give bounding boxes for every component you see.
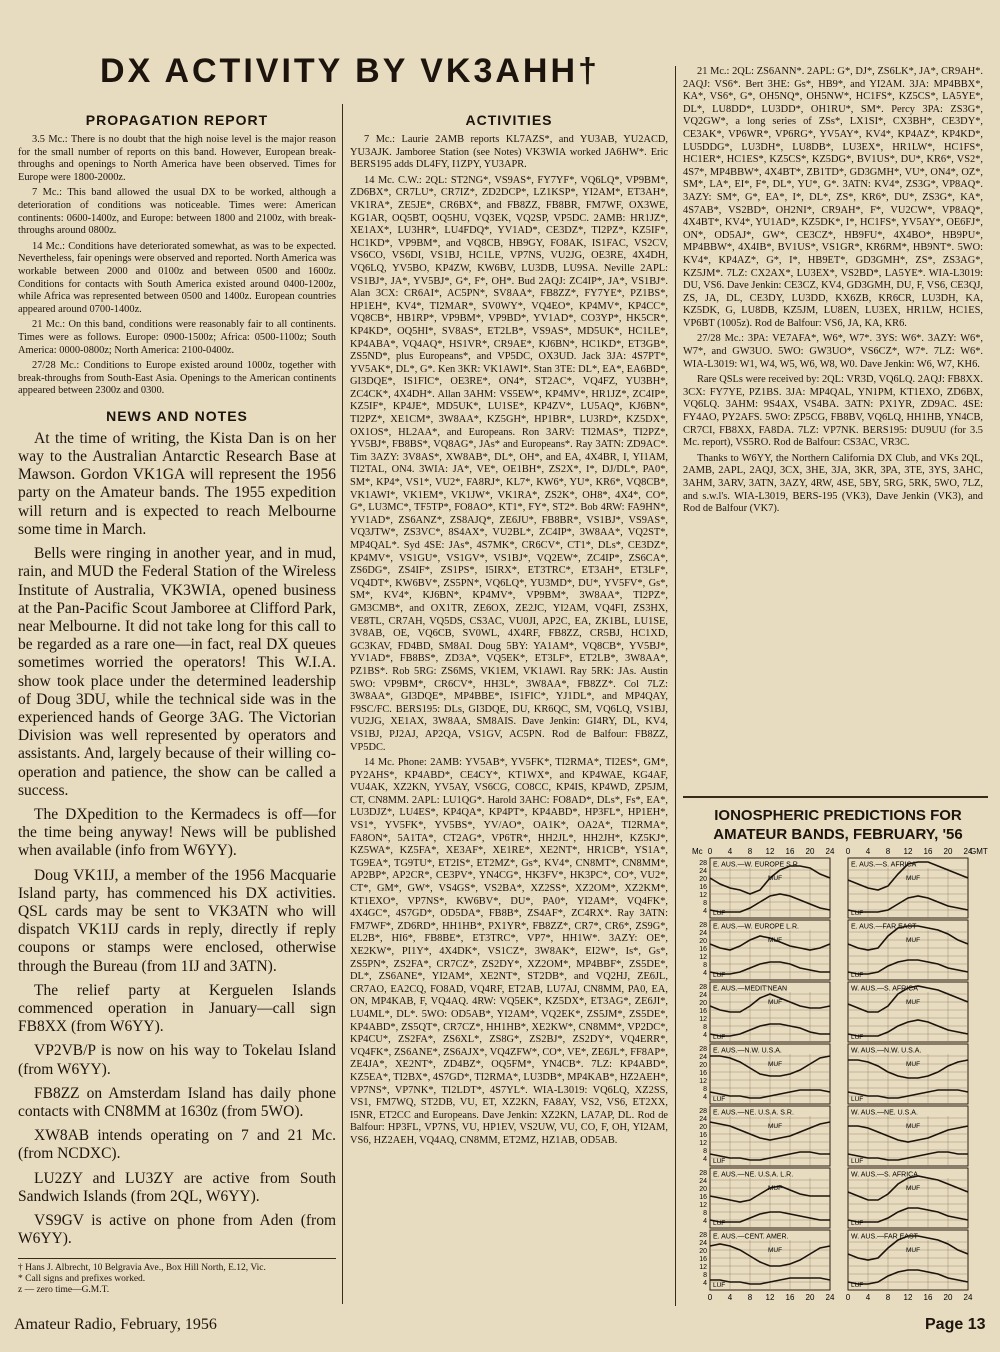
y-tick-label: 8 <box>703 1272 707 1279</box>
muf-label: MUF <box>768 1185 783 1192</box>
panel-label: E. AUS.—CENT. AMER. <box>713 1233 789 1241</box>
y-tick-label: 8 <box>703 1086 707 1093</box>
activities-paragraph: 14 Mc. Phone: 2AMB: YV5AB*, YV5FK*, TI2RMA*, TI2ES*, GM*, PY2AHS*, KP4ABD*, CE4CY*, KT1WX*, and KP4WAE, KG4AF, VU4AK, XZ2KN, YV5AY, VS6CG, CO8CC, KP4IS, KP4WD, ZP5JM, CT, CN8MM. 2APL: LU1QG*. Harold 3AHC: FO8AD*, DLs*, Fs*, EA*, LU3DJZ*, LU4ES*, KP4QA*, KP4PT*, KP4ABD*, HP3FL*, HP1EH*, VS1*, YV5FK*, YV5BS*, YV/AO*, OA1K*, OA2A*, TI2RMA*, FA8ON*, 5A1TA*, CT2AG*, VP6TR*, HH2JL*, HH2JH*, KZ5KJ*, KZ5WA*, KZ5FA*, XE3AF*, XE1RE*, XE2NT*, HR1CB*, YS1A*, TG9EA*, TG9TU*, ET2IS*, ET2MZ*, Gs*, KV4*, CN8MT*, CN8MM*, AP2BP*, AP2CR*, CE3PV*, YN4CG*, HK3FV*, HK3PC*, CO*, VU2*, CT*, GM*, GW*, VS4GS*, VS2BA*, XZ2SS*, XZ2OM*, XZ2KM*, KT1EXO*, VP7NS*, KW6BV*, DU*, PA0*, YI2AM*, VQ4FK*, 4X4GC*, 4S7GD*, OD5DA*, FB8B*, ZS4AF*, ZC4RX*. Ray 3ATN: FM7WF*, ZD6RD*, HH1HB*, PX1YR*, FB8ZZ*, CR7*, CR6*, ZS9G*, EL2B*, HI6*, FB8BE*, ET3TRC*, VP7*, HH1W*. 3AZY: OE*, XE2KW*, PI1Y*, 4X4DK*, VS1CZ*, 3W8AK*, EI2W*, Is*, Gs*, ZS5PN*, ZS2FA*, CR7CZ*, ZS2DY*, XZ2OM*, MP4BBF*, ZS5DE*, DL*, ZS6ANE*, YI2AM*, XE2NT*, ST2DB*, and VQ2HJ, ZE6JL, CR7AO, EA2CQ, FO8AD, VQ4RF, ET2AB, LU7AJ, CN8MM, PA0, EA, ON, MP4KAB, F, VQ4AQ. 4RW: VQ5EK*, KZ5DX*, ET3AG*, ZE6JI*, LU4ML*, DL*. 5WO: OD5AB*, YI2AM*, VQ2EK*, ZS5JM*, ZS5DE*, KP4ABD*, ZS5QT*, CR7CZ*, HH1HB*, XE2KW*, CN8MM*, VP2DC*, KP4CU*, ZS2FA*, ZS6XL*, ZS8G*, ZS2BJ*, ZS2DY*, VQ4ERR*, VQ4FK*, ZS6ANE*, ZS6AJX*, VQ4ZFW*, CO*, VE*, ZE6JL*, FF8AP*, ZE4JA*, XE2NT*, ZD4BZ*, OQ5FM*, YN4CB*. 7LZ: KP4ABD*, KZ5EA*, TI2BX*, 4S7GD*, TI2RMA*, LU3DB*, MP4KAB*, HZ2AEH*, VP7NS*, VP7NK*, TI2LDT*, 4S7YL*. WIA-L3019: VQ6LQ, XZ2SS, VS1, FM7WQ, ST2DB, VU, ET, XZ2KN, FA8AY, VS2, VS6, ET2XX, I5NR, ET2CC and Europeans. Dave Jenkin: XZ2KN, LA7AP, DL. Rod de Balfour: HP3FL, VP7NS, VU, HP1EV, VS2UW, VU, CO, F, OH, YI2AM, VS6, HZ2AEH, VQ4AQ, CN8MM, ET2MZ, HZ1AB, OD5AB. <box>350 757 668 1146</box>
news-and-notes <box>18 430 336 1249</box>
panel-label: E. AUS.—W. EUROPE S.R. <box>713 861 800 869</box>
luf-label: LUF <box>851 972 864 979</box>
x-tick-label: 0 <box>707 847 713 856</box>
activities-paragraph: Rare QSLs were received by: 2QL: VR3D, VQ6LQ. 2AQJ: FB8XX. 3CX: FY7YE, PZ1BS. 3JA: MP4QAL, YN1PM, KT1EXO, ZD6BX, VQ6LQ. 3AHM: 9S4AX, VS4BA. 3ATN: PX1YR, ZD9AC. 4SE: FY4AO, PY2AFS. 5WO: ZP5CG, FB8BV, VQ6LQ, HH1HB, YN4CB, CR7CI, FB8XX, FA8DA. 7LZ: VP7NK. BERS195: DU9UU (for 3.5 Mc. report), VS5RO. Rod de Balfour: CS3AC, VR3C. <box>683 374 983 449</box>
panel-label: E. AUS.—FAR EAST <box>851 923 917 931</box>
panel-label: E. AUS.—N.W. U.S.A. <box>713 1047 782 1055</box>
panel-label: E. AUS.—MEDIT'NEAN <box>713 985 788 993</box>
y-tick-label: 24 <box>699 868 707 875</box>
muf-label: MUF <box>768 1247 783 1254</box>
muf-label: MUF <box>906 937 921 944</box>
y-tick-label: 12 <box>699 1140 707 1147</box>
panel-label: W. AUS.—NE. U.S.A. <box>851 1109 918 1117</box>
muf-label: MUF <box>768 999 783 1006</box>
news-paragraph: The DXpedition to the Kermadecs is off—for the time being anyway! News will be published when available (info from W6YY). <box>18 805 336 860</box>
y-tick-label: 12 <box>699 1078 707 1085</box>
propagation-paragraph: 14 Mc.: Conditions have deteriorated somewhat, as was to be expected. Nevertheless, fair openings were observed and reported. North America was workable between 2000 and 0100z and between 0500 and 1600z. Conditions for contacts with South America existed around 0400-1200z, while Africa was represented between 0500 and 1400z. European countries appeared around 0700-1400z. <box>18 240 336 315</box>
muf-label: MUF <box>768 937 783 944</box>
y-tick-label: 28 <box>699 1232 707 1239</box>
y-tick-label: 12 <box>699 1016 707 1023</box>
footer-publication: Amateur Radio, February, 1956 <box>14 1316 217 1333</box>
y-tick-label: 24 <box>699 930 707 937</box>
mc-label: Mc <box>692 847 703 856</box>
luf-label: LUF <box>713 1220 726 1227</box>
news-paragraph: VS9GV is active on phone from Aden (from W6YY). <box>18 1212 336 1248</box>
x-tick-label: 20 <box>943 1293 953 1302</box>
x-tick-label: 12 <box>903 1293 913 1302</box>
y-tick-label: 8 <box>703 1148 707 1155</box>
y-tick-label: 28 <box>699 1046 707 1053</box>
luf-label: LUF <box>851 1158 864 1165</box>
news-heading: NEWS AND NOTES <box>106 407 248 424</box>
activities-text-continued <box>683 66 983 516</box>
gmt-label: GMT <box>970 847 988 856</box>
chart-top-rule <box>683 796 988 798</box>
x-tick-label: 12 <box>765 847 775 856</box>
footnotes <box>18 1258 336 1296</box>
news-paragraph: Bells were ringing in another year, and in mud, rain, and MUD the Federal Station of the Wireless Institute of Australia, VK3WIA, opened business at the Pan-Pacific Scout Jamboree at Clifford Park, near Melbourne. It did not take long for this call to be regarded as a rare one—in fact, real DX queues sometimes worried the operators! This W.I.A. show took place under the determined leadership of Doug 3DU, while the technical side was in the experienced hands of George 3AG. The Victorian Division was well represented by operators and assistants. And, largely because of their willing co-operation and patience, the show can be called a success. <box>18 545 336 799</box>
right-column <box>683 66 983 791</box>
muf-label: MUF <box>768 1061 783 1068</box>
activities-paragraph: Thanks to W6YY, the Northern California DX Club, and VKs 2QL, 2AMB, 2APL, 2AQJ, 3CX, 3HE, 3JA, 3KR, 3PA, 3TE, 3YS, 3AHC, 3AHM, 3ARV, 3ATN, 3AZY, 4RW, 4SE, 5BY, 5RG, 5RK, 5WO, 7LZ, and s.w.l's. WIA-L3019, BERS-195 (VK3), Dave Jenkin (VK3), and Rod de Balfour (VK7). <box>683 452 983 515</box>
y-tick-label: 8 <box>703 1210 707 1217</box>
y-tick-label: 24 <box>699 1240 707 1247</box>
footnote: * Call signs and prefixes worked. <box>18 1274 146 1285</box>
y-tick-label: 20 <box>699 1248 707 1255</box>
y-tick-label: 28 <box>699 860 707 867</box>
y-tick-label: 12 <box>699 1264 707 1271</box>
x-tick-label: 16 <box>923 1293 933 1302</box>
y-tick-label: 20 <box>699 938 707 945</box>
news-paragraph: At the time of writing, the Kista Dan is on her way to the Australian Antarctic Research Base at Mawson. Gordon VK1GA will represent the 1956 party on the Amateur bands. The 1955 expedition will return and is expected to reach Melbourne some time in March. <box>18 429 336 538</box>
propagation-heading: PROPAGATION REPORT <box>85 112 269 128</box>
muf-label: MUF <box>768 875 783 882</box>
x-tick-label: 4 <box>727 847 733 856</box>
y-tick-label: 20 <box>699 1186 707 1193</box>
panel-label: W. AUS.—N.W. U.S.A. <box>851 1047 922 1055</box>
activities-text <box>350 134 668 1148</box>
y-tick-label: 8 <box>703 1024 707 1031</box>
panel-label: W. AUS.—S. AFRICA <box>851 1171 918 1179</box>
activities-paragraph: 21 Mc.: 2QL: ZS6ANN*. 2APL: G*, DJ*, ZS6LK*, JA*, CR9AH*. 2AQJ: VS6*. Bert 3HE: Gs*, HB9*, and YI2AM. 3JA: MP4BBX*, KA*, VS6*, G*, OH5NQ*, OH5NW*, HC1FS*, KZ5CS*, LA5YE*, DL*, LU8DD*, LU3DD*, OH1RU*, SM*. Percy 3PA: ZS3G*, VQ2GW*, a long series of ZSs*, LX1SI*, CX3BH*, CE3DY*, CE3AK*, VP6WR*, VP6RG*, YV5AY*, KV4*, KP4AZ*, KP4KD*, LU5DDG*, LU3DH*, LU8DB*, LU3EX*, HR1LW*, HC1FS*, HC1ER*, HC1ES*, KZ5CS*, KZ5DG*, BV1US*, DU*, KR6*, VS2*, 4S7*, MP4BBW*, 4X4BT*, ZB1TD*, GD3GMH*, VU*, ON4*, OZ*, SM*, LA*, EI*, F*, DL*, YU*, G*. 3ATN: KV4*, ZS3G*, VP8AQ*. 3AZY: SM*, G*, EA*, I*, DL*, ZS*, KR6*, DU*, ZS3G*, KA*, 4S7AB*, VS2BD*, OH2NI*, CR9AH*, F*, VU2CW*, VP8AQ*, 4X4BT*, KV4*, YU1AD*, KZ5DK*, I*, HC1FS*, YV5AY*, OE6FJ*, ON*, OD5AJ*, GW*, CE3CZ*, HB9FU*, 4X4BO*, HB9PU*, MP4BBW*, 4X4IB*, BV1US*, VS1GR*, KR6RM*, HB9NT*. 5WO: KV4*, KP4AZ*, G*, I*, HB9ET*, GD3GMH*, ZS*, ZS3AG*, KZ5JM*. 7LZ: CX2AX*, LU3EX*, VS2BD*, LA5YE*. WIA-L3019: DU, VS6. Dave Jenkin: CE3CZ, KV4, GD3GMH, DU, F, VS6, CE3QJ, ZS, JA, DL, CE3DY, LU3DD, KX6ZB, KR6CR, LU3DH, KA, KZ5DK, G, LU8DB, KZ5JM, LU8EN, LU3EX, HR1LW, HC1ES, VP6BT (1005z). Rod de Balfour: VS6, JA, KA, KR6. <box>683 66 983 329</box>
y-tick-label: 16 <box>699 1070 707 1077</box>
y-tick-label: 28 <box>699 922 707 929</box>
y-tick-label: 16 <box>699 884 707 891</box>
panel-label: E. AUS.—W. EUROPE L.R. <box>713 923 799 931</box>
panel-label: E. AUS.—NE. U.S.A. S.R. <box>713 1109 794 1117</box>
x-tick-label: 8 <box>885 847 891 856</box>
luf-label: LUF <box>851 1220 864 1227</box>
luf-label: LUF <box>713 1282 726 1289</box>
y-tick-label: 20 <box>699 1000 707 1007</box>
propagation-paragraph: 21 Mc.: On this band, conditions were reasonably fair to all continents. Times were as follows. Europe: 0900-1500z; Africa: 0500-1100z; South America: 0000-0800z; North America: 2100-0400z. <box>18 319 336 356</box>
news-paragraph: FB8ZZ on Amsterdam Island has daily phone contacts with CN8MM at 1630z (from 5WO). <box>18 1084 336 1120</box>
propagation-paragraph: 3.5 Mc.: There is no doubt that the high noise level is the major reason for the small number of reports on this band. However, European break-throughs and openings to North America have been observed. Times for Europe were 1800-2000z. <box>18 134 336 183</box>
x-tick-label: 24 <box>963 847 973 856</box>
x-tick-label: 20 <box>943 847 953 856</box>
x-tick-label: 0 <box>707 1293 713 1302</box>
x-tick-label: 0 <box>845 847 851 856</box>
y-tick-label: 8 <box>703 900 707 907</box>
x-tick-label: 16 <box>785 847 795 856</box>
chart-title <box>688 806 988 844</box>
luf-label: LUF <box>713 1158 726 1165</box>
column-divider-2 <box>675 66 676 1306</box>
activities-heading: ACTIVITIES <box>465 112 553 128</box>
y-tick-label: 16 <box>699 1194 707 1201</box>
x-tick-label: 16 <box>785 1293 795 1302</box>
propagation-paragraph: 27/28 Mc.: Conditions to Europe existed around 1000z, together with break-throughs from South-East Asia. Openings to the American continents appeared between 2300z and 0300. <box>18 360 336 397</box>
y-tick-label: 24 <box>699 1116 707 1123</box>
muf-label: MUF <box>906 999 921 1006</box>
activities-paragraph: 7 Mc.: Laurie 2AMB reports KL7AZS*, and YU3AB, YU2ACD, YU3AJK. Jamboree Station (see Notes) VK3WIA worked JA6HW*. Eric BERS195 adds DL4FY, I1ZPY, YU3APR. <box>350 134 668 171</box>
x-tick-label: 24 <box>963 1293 973 1302</box>
x-tick-label: 8 <box>747 847 753 856</box>
propagation-paragraph: 7 Mc.: This band allowed the usual DX to be worked, although a deterioration of conditions was noticeable. Times were: American continents: 0600-1400z, and Europe: between 1800 and 2100z, with break-throughs around 0800z. <box>18 187 336 237</box>
x-tick-label: 4 <box>727 1293 733 1302</box>
x-tick-label: 12 <box>765 1293 775 1302</box>
muf-label: MUF <box>906 1123 921 1130</box>
luf-label: LUF <box>851 910 864 917</box>
activities-paragraph: 27/28 Mc.: 3PA: VE7AFA*, W6*, W7*. 3YS: W6*. 3AZY: W6*, W7*, and GW3UO. 5WO: GW3UO*, VS6CZ*, W7*. 7LZ: W6*. WIA-L3019: W1, W4, W5, W6, W8, W0. Dave Jenkin: W6, W7, KH6. <box>683 333 983 370</box>
luf-label: LUF <box>851 1034 864 1041</box>
luf-label: LUF <box>713 1096 726 1103</box>
x-tick-label: 12 <box>903 847 913 856</box>
luf-label: LUF <box>713 910 726 917</box>
y-tick-label: 4 <box>703 970 707 977</box>
muf-label: MUF <box>906 1247 921 1254</box>
column-divider-1 <box>342 104 343 1304</box>
y-tick-label: 12 <box>699 954 707 961</box>
y-tick-label: 4 <box>703 1032 707 1039</box>
y-tick-label: 24 <box>699 992 707 999</box>
ionospheric-predictions-chart <box>688 844 988 1304</box>
muf-label: MUF <box>906 875 921 882</box>
y-tick-label: 24 <box>699 1178 707 1185</box>
chart-title-line-2: AMATEUR BANDS, FEBRUARY, '56 <box>713 826 963 843</box>
luf-label: LUF <box>713 1034 726 1041</box>
news-paragraph: Doug VK1IJ, a member of the 1956 Macquarie Island party, has commenced his DX activities. QSL cards may be sent to VK3ATN who will dispatch VK1IJ cards in reply, directly if reply coupons or stamps were enclosed, otherwise through the Bureau (from 1IJ and 3ATN). <box>18 866 336 975</box>
y-tick-label: 16 <box>699 946 707 953</box>
y-tick-label: 20 <box>699 1062 707 1069</box>
x-tick-label: 20 <box>805 847 815 856</box>
x-tick-label: 24 <box>825 847 835 856</box>
y-tick-label: 28 <box>699 1108 707 1115</box>
y-tick-label: 28 <box>699 984 707 991</box>
y-tick-label: 12 <box>699 892 707 899</box>
y-tick-label: 12 <box>699 1202 707 1209</box>
middle-column <box>350 108 668 1308</box>
y-tick-label: 28 <box>699 1170 707 1177</box>
footer-page-number: Page 13 <box>925 1316 986 1333</box>
x-tick-label: 0 <box>845 1293 851 1302</box>
panel-label: W. AUS.—FAR EAST <box>851 1233 918 1241</box>
footnote: † Hans J. Albrecht, 10 Belgravia Ave., Box Hill North, E.12, Vic. <box>18 1263 266 1274</box>
y-tick-label: 16 <box>699 1132 707 1139</box>
footnote: z — zero time—G.M.T. <box>18 1285 110 1296</box>
news-paragraph: VP2VB/P is now on his way to Tokelau Island (from W6YY). <box>18 1042 336 1078</box>
luf-label: LUF <box>851 1282 864 1289</box>
propagation-report <box>18 134 336 398</box>
y-tick-label: 16 <box>699 1008 707 1015</box>
left-column <box>18 108 336 1308</box>
x-tick-label: 4 <box>865 1293 871 1302</box>
panel-label: E. AUS.—S. AFRICA <box>851 861 917 869</box>
x-tick-label: 20 <box>805 1293 815 1302</box>
y-tick-label: 4 <box>703 1094 707 1101</box>
panel-label: E. AUS.—NE. U.S.A. L.R. <box>713 1171 794 1179</box>
news-paragraph: LU2ZY and LU3ZY are active from South Sandwich Islands (from 2QL, W6YY). <box>18 1169 336 1205</box>
luf-label: LUF <box>713 972 726 979</box>
y-tick-label: 4 <box>703 1280 707 1287</box>
chart-title-line-1: IONOSPHERIC PREDICTIONS FOR <box>714 807 962 824</box>
muf-label: MUF <box>906 1061 921 1068</box>
page-title: DX ACTIVITY BY VK3AHH† <box>100 52 600 90</box>
y-tick-label: 20 <box>699 1124 707 1131</box>
y-tick-label: 4 <box>703 1218 707 1225</box>
y-tick-label: 4 <box>703 908 707 915</box>
x-tick-label: 8 <box>747 1293 753 1302</box>
x-tick-label: 8 <box>885 1293 891 1302</box>
y-tick-label: 16 <box>699 1256 707 1263</box>
panel-label: W. AUS.—S. AFRICA <box>851 985 918 993</box>
x-tick-label: 16 <box>923 847 933 856</box>
x-tick-label: 24 <box>825 1293 835 1302</box>
y-tick-label: 4 <box>703 1156 707 1163</box>
activities-paragraph: 14 Mc. C.W.: 2QL: ST2NG*, VS9AS*, FY7YF*, VQ6LQ*, VP9BM*, ZD6BX*, CR7LU*, CR7IZ*, ZD2DCP*, LZ1KSP*, YI2AM*, ET3AH*, VK1RA*, ZE5JE*, CR6BX*, and FB8ZZ, FB8BR, FM7WF, OX3WE, KG1AR, OQ5BT, OQ5HU, VQ3EK, VQ2SP, VP5DC. 2AMB: HR1JZ*, XE1AX*, LU3HR*, LU4FDQ*, YV1AD*, CE3DZ*, TI2PZ*, KZ5IF*, HC1KD*, VP9BM*, and VQ8CB, HB9GY, FO8AK, IS1FAC, VS2CV, VS6CO, VS6DI, VS1BJ, HC1LE, VP7NS, VU2JG, OE3RE, 4X4DH, VQ6LQ, YV5BO, KP4ZW, KW6BV, LU3DB, LU9SA. Neville 2APL: VS1BJ*, JA*, YV5BJ*, G*, F*, OH*. Bud 2AQJ: ZC4IP*, JA*, VS1BJ*. Alan 3CX: CR6AI*, AC5PN*, SV8AA*, FB8ZZ*, FY7YE*, PZ1BS*, HP1EH*, KV4*, TI2MAR*, SV0WY*, VQ4EO*, KP4MV*, KP4CC*, VQ8CB*, HB1RP*, VP9BM*, VP9BD*, YV1AD*, CO3YP*, HK5CR*, KP4KD*, OQ5HI*, SV8AS*, ET2LB*, VS9AS*, MD5UK*, HC1LE*, KP4ABA*, VQ4AQ*, HS1VR*, CR9AE*, KJ6BN*, HC1KD*, ET3GB*, ZS5ND*, plus Europeans*, and VP5DC, OX3UD. Jack 3JA: 4S7PT*, YV5AK*, DL*, G*. Ken 3KR: VK1AWI*. Stan 3TE: DL*, EA*, EA6BD*, GI3DQE*, IS1FIC*, OE3RE*, ON4*, ST2AC*, VQ4FZ, YU3BH*, ZC4CK*, 4X4DH*. Allan 3AHM: VS5EW*, KP4MV*, HR1JZ*, ZC4IP*, KZ5IF*, KP4JE*, MD5UK*, LU1SE*, KP4ZV*, LU5AQ*, KJ6BN*, TI2PZ*, XE1CM*, 3W8AA*, KZ5GH*, HP1BR*, LU3RD*, KZ5DX*, OX1OS*, HL2AA*, and Europeans. Ron 3ARV: TI2MAS*, TI2PZ*, YV5BJ*, FB8BS*, VQ8AG*, JAs* and Europeans*. Ray 3ATN: ZD9AC*. Tim 3AZY: 3V8AS*, XW8AB*, DL*, OH*, and EA, 4X4BR, I, YI1AM, TI2TAL, ON4. 3WIA: JA*, VE*, OE1BH*, ZS2X*, I*, DJ/DL*, PA0*, SM*, KP4*, VS1*, VU2*, FA8RJ*, KL7*, KW6*, YU*, KR6*, VQ8CB*, VK1AWI*, VK1EM*, VK1JW*, VK1RA*, ZS2K*, OH8*, 4X4*, CO*, G*, LU3MC*, TF5TP*, FO8AO*, KT1*, FY*, ST2*. Bob 4RW: FA9HN*, YV1AD*, ZS6ANZ*, ZS8AJQ*, ZE6JU*, FB8BR*, VS1BJ*, VS9AS*, VQ3JTW*, ZS3VC*, 8S4AX*, VU2BL*, ZC4IP*, 3W8AA*, VQ2ST*, MP4QAL*. Syd 4SE: JAs*, 4S7MK*, CR6CV*, CT1*, DLs*, CE3DZ*, KP4MV*, VS1GU*, VS1GV*, VS1BJ*, VQ2EW*, ZC4IP*, ZS6CA*, ZS6DG*, ZS4IF*, ZS1PS*, I5IRX*, ET3TRC*, ET3AH*, ET3LF*, VQ4DT*, KW6BV*, ZS5PN*, VQ6LQ*, YU3MD*, DU*, YV5FV*, Gs*, SM*, KV4*, KJ6BN*, KP4MV*, VP9BM*, 3W8AA*, TI2PZ*, GM3CMB*, and OX1TR, ZE6OX, ZE2JC, YI2AM, VQ4FI, ZS3HX, VE8TL, CR7AH, VQ5DS, CS3AC, VU0JI, AP2C, EA, ZK1BL, LU1SE, 3V8AB, OE, VQ6CB, SV0WL, 4X4RF, FB8ZZ, CR5BJ, HC1XD, GC3KAV, FD4BD, SM8AI. Doug 5BY: YA1AM*, VQ8CB*, YV5BJ*, YV1AD*, FB8BS*, ZD3A*, VQ5EK*, ET3LF*, ET2LB*, 3W8AA*, PZ1BS*. Rob 5RG: ZS6MS, VK1EM, VK1AWI. Ray 5RK: JAs. Austin 5WO: VP9BM*, CR6CV*, HH3L*, 3W8AA*, FB8ZZ*. Col 7LZ: 3W8AA*, GI3DQE*, MP4BBE*, IS1FIC*, YJ1DL*, and MP4QAY, F9SC/FC. BERS195: DLs, GI3DQE, DU, KR6QC, SM, VQ6LQ, VS1BJ, VU2JG, XE1AX, 3W8AA, SM8AIS. Dave Jenkin: GI4RY, DL, KV4, VS1BJ, PJ2AJ, AP2QA, VS1GV, AC5PN. Rod de Balfour: FB8ZZ, VP5DC. <box>350 174 668 753</box>
muf-label: MUF <box>768 1123 783 1130</box>
muf-label: MUF <box>906 1185 921 1192</box>
y-tick-label: 24 <box>699 1054 707 1061</box>
y-tick-label: 20 <box>699 876 707 883</box>
x-tick-label: 4 <box>865 847 871 856</box>
news-paragraph: XW8AB intends operating on 7 and 21 Mc. (from NCDXC). <box>18 1127 336 1163</box>
luf-label: LUF <box>851 1096 864 1103</box>
news-paragraph: The relief party at Kerguelen Islands commenced operation in January—call sign FB8XX (from W6YY). <box>18 981 336 1036</box>
y-tick-label: 8 <box>703 962 707 969</box>
